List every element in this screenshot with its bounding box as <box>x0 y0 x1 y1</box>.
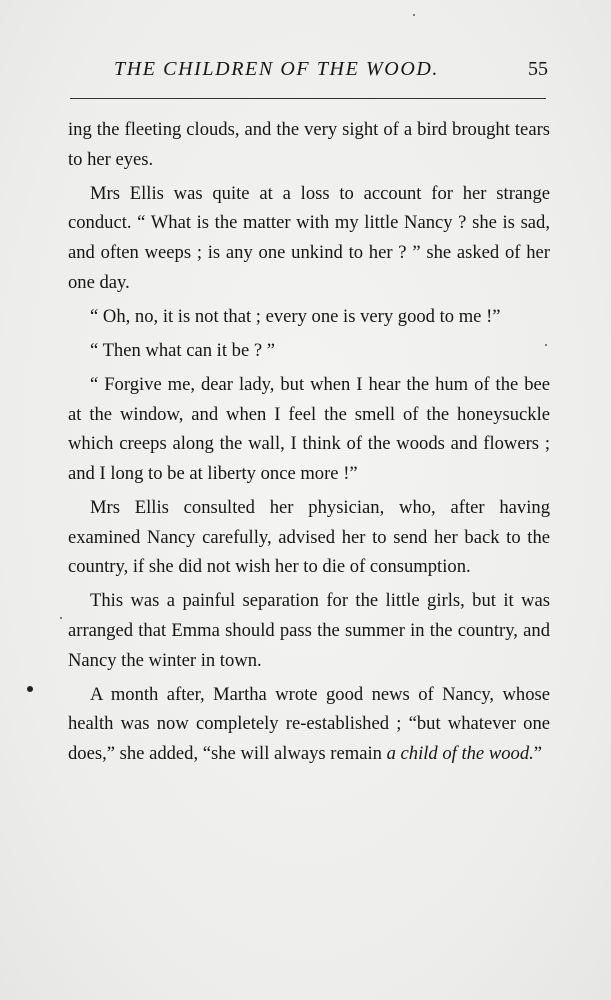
ink-speck <box>27 686 33 692</box>
running-title: THE CHILDREN OF THE WOOD. <box>114 58 439 80</box>
paragraph-6: Mrs Ellis consulted her physician, who, after having examined Nancy carefully, advised her to send her back to the country, if she did not wish her to die of consumption. <box>68 497 550 578</box>
header-rule <box>70 98 546 99</box>
italic-phrase: a child of the wood. <box>386 743 534 765</box>
ink-dot <box>60 617 62 619</box>
paragraph-4: “ Then what can it be ? ” <box>90 339 275 361</box>
paragraph-3: “ Oh, no, it is not that ; every one is very good to me !” <box>90 305 501 327</box>
ink-dot <box>545 344 547 346</box>
body-text <box>68 115 550 773</box>
paragraph-8-text: A month after, Martha wrote good news of Nancy, whose health was now completely re-established ; “but whatever one does,” she added, “she will always remain <box>68 683 550 765</box>
paragraph-2: Mrs Ellis was quite at a loss to account for her strange conduct. “ What is the matter with my little Nancy ? she is sad, and often weeps ; is any one unkind to her ? ” she asked of her one day. <box>68 182 550 293</box>
paragraph-1: ing the fleeting clouds, and the very sight of a bird brought tears to her eyes. <box>68 119 550 170</box>
paragraph-8 <box>68 680 550 769</box>
paragraph-5: “ Forgive me, dear lady, but when I hear the hum of the bee at the window, and when I feel the smell of the honeysuckle which creeps along the wall, I think of the woods and flowers ; and I long to be at liberty once more !” <box>68 374 550 484</box>
paragraph-7: This was a painful separation for the little girls, but it was arranged that Emma should pass the summer in the country, and Nancy the winter in town. <box>68 590 550 671</box>
ink-dot <box>413 14 415 16</box>
page-header <box>68 58 548 88</box>
page-number: 55 <box>528 58 548 80</box>
closing-quote: ” <box>533 743 543 765</box>
